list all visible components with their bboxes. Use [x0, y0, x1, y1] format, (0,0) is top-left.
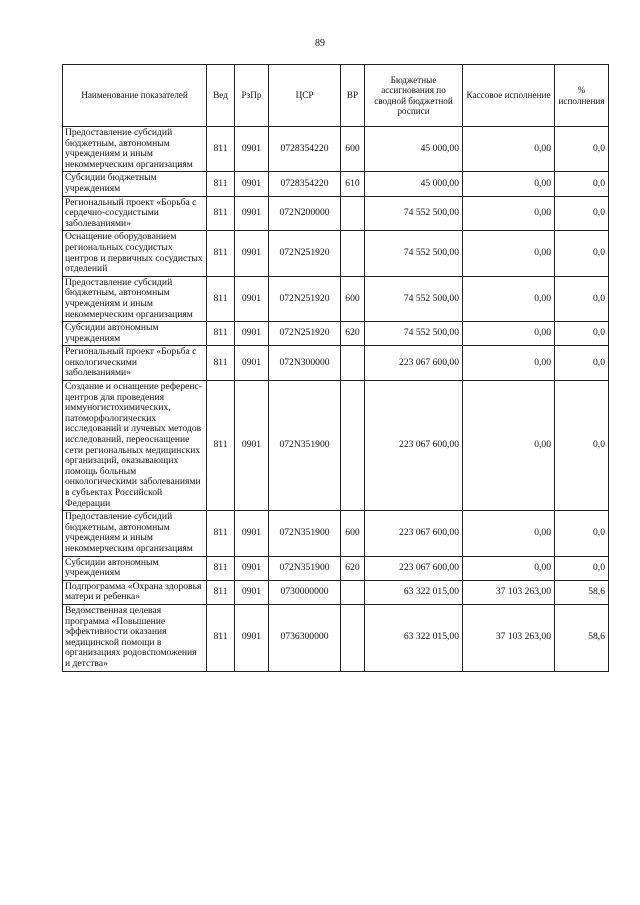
cell-vr: 620: [341, 322, 365, 346]
cell-cash: 0,00: [463, 196, 555, 231]
cell-pct: 58,6: [555, 604, 609, 671]
cell-csr: 072N351900: [269, 511, 341, 556]
cell-csr: 072N251920: [269, 231, 341, 276]
cell-cash: 0,00: [463, 556, 555, 580]
cell-budget: 223 067 600,00: [365, 346, 463, 381]
cell-name: Подпрограмма «Охрана здоровья матери и ребенка»: [63, 580, 207, 604]
cell-pct: 0,0: [555, 127, 609, 172]
cell-name: Субсидии автономным учреждениям: [63, 322, 207, 346]
cell-name: Региональный проект «Борьба с онкологическими заболеваниями»: [63, 346, 207, 381]
cell-vr: 600: [341, 276, 365, 321]
cell-vr: [341, 231, 365, 276]
cell-pct: 0,0: [555, 511, 609, 556]
cell-pct: 0,0: [555, 231, 609, 276]
cell-rzpr: 0901: [235, 231, 269, 276]
cell-vr: [341, 580, 365, 604]
cell-budget: 45 000,00: [365, 172, 463, 196]
table-row: [63, 172, 609, 196]
cell-name: Предоставление субсидий бюджетным, автономным учреждениям и иным некоммерческим организациям: [63, 511, 207, 556]
cell-cash: 37 103 263,00: [463, 604, 555, 671]
cell-vr: 620: [341, 556, 365, 580]
cell-rzpr: 0901: [235, 511, 269, 556]
cell-name: Предоставление субсидий бюджетным, автономным учреждениям и иным некоммерческим организациям: [63, 276, 207, 321]
cell-ved: 811: [207, 381, 235, 511]
cell-ved: 811: [207, 276, 235, 321]
cell-csr: 072N251920: [269, 276, 341, 321]
table-row: [63, 127, 609, 172]
cell-rzpr: 0901: [235, 381, 269, 511]
cell-csr: 072N351900: [269, 556, 341, 580]
table-row: [63, 511, 609, 556]
table-row: [63, 231, 609, 276]
cell-ved: 811: [207, 580, 235, 604]
cell-budget: 63 322 015,00: [365, 604, 463, 671]
cell-csr: 072N351900: [269, 381, 341, 511]
cell-budget: 45 000,00: [365, 127, 463, 172]
cell-vr: [341, 196, 365, 231]
cell-cash: 0,00: [463, 172, 555, 196]
cell-cash: 0,00: [463, 322, 555, 346]
cell-name: Субсидии бюджетным учреждениям: [63, 172, 207, 196]
cell-name: Субсидии автономным учреждениям: [63, 556, 207, 580]
cell-ved: 811: [207, 196, 235, 231]
header-name: Наименование показателей: [63, 65, 207, 127]
cell-csr: 0728354220: [269, 127, 341, 172]
table-row: [63, 322, 609, 346]
cell-budget: 63 322 015,00: [365, 580, 463, 604]
budget-table: [62, 64, 609, 672]
cell-vr: 600: [341, 511, 365, 556]
table-row: [63, 556, 609, 580]
cell-cash: 0,00: [463, 127, 555, 172]
cell-ved: 811: [207, 604, 235, 671]
header-rzpr: РзПр: [235, 65, 269, 127]
header-row: [63, 65, 609, 127]
cell-budget: 74 552 500,00: [365, 322, 463, 346]
cell-cash: 0,00: [463, 346, 555, 381]
table-row: [63, 381, 609, 511]
cell-budget: 74 552 500,00: [365, 231, 463, 276]
cell-ved: 811: [207, 511, 235, 556]
cell-name: Ведомственная целевая программа «Повышение эффективности оказания медицинской помощи в организациях родовспоможения и детства»: [63, 604, 207, 671]
cell-rzpr: 0901: [235, 196, 269, 231]
cell-rzpr: 0901: [235, 604, 269, 671]
table-row: [63, 346, 609, 381]
cell-cash: 0,00: [463, 276, 555, 321]
cell-pct: 0,0: [555, 381, 609, 511]
cell-rzpr: 0901: [235, 346, 269, 381]
table-row: [63, 604, 609, 671]
cell-pct: 0,0: [555, 196, 609, 231]
table-row: [63, 276, 609, 321]
cell-pct: 0,0: [555, 322, 609, 346]
cell-csr: 0736300000: [269, 604, 341, 671]
header-ved: Вед: [207, 65, 235, 127]
cell-ved: 811: [207, 556, 235, 580]
cell-name: Создание и оснащение референс-центров для проведения иммуногистохимических, патоморфологических исследований и лучевых методов исследований, переоснащение сети региональных медицинских организаций, оказывающих помощь больным онкологическими заболеваниями в субъектах Российской Федерации: [63, 381, 207, 511]
cell-budget: 74 552 500,00: [365, 276, 463, 321]
cell-budget: 74 552 500,00: [365, 196, 463, 231]
cell-rzpr: 0901: [235, 172, 269, 196]
cell-pct: 0,0: [555, 172, 609, 196]
cell-rzpr: 0901: [235, 276, 269, 321]
header-pct: % исполнения: [555, 65, 609, 127]
cell-vr: [341, 604, 365, 671]
cell-rzpr: 0901: [235, 580, 269, 604]
cell-pct: 0,0: [555, 556, 609, 580]
cell-vr: [341, 381, 365, 511]
cell-rzpr: 0901: [235, 127, 269, 172]
cell-vr: 610: [341, 172, 365, 196]
cell-name: Оснащение оборудованием региональных сосудистых центров и первичных сосудистых отделений: [63, 231, 207, 276]
cell-csr: 0728354220: [269, 172, 341, 196]
cell-ved: 811: [207, 172, 235, 196]
table-row: [63, 196, 609, 231]
cell-budget: 223 067 600,00: [365, 381, 463, 511]
cell-csr: 0730000000: [269, 580, 341, 604]
cell-ved: 811: [207, 346, 235, 381]
header-vr: ВР: [341, 65, 365, 127]
cell-cash: 37 103 263,00: [463, 580, 555, 604]
cell-name: Региональный проект «Борьба с сердечно-сосудистыми заболеваниями»: [63, 196, 207, 231]
cell-pct: 0,0: [555, 276, 609, 321]
cell-ved: 811: [207, 231, 235, 276]
cell-ved: 811: [207, 322, 235, 346]
cell-budget: 223 067 600,00: [365, 511, 463, 556]
table-row: [63, 580, 609, 604]
cell-csr: 072N300000: [269, 346, 341, 381]
cell-cash: 0,00: [463, 511, 555, 556]
cell-cash: 0,00: [463, 381, 555, 511]
cell-ved: 811: [207, 127, 235, 172]
cell-csr: 072N200000: [269, 196, 341, 231]
cell-budget: 223 067 600,00: [365, 556, 463, 580]
cell-pct: 0,0: [555, 346, 609, 381]
cell-rzpr: 0901: [235, 556, 269, 580]
cell-csr: 072N251920: [269, 322, 341, 346]
header-csr: ЦСР: [269, 65, 341, 127]
cell-vr: [341, 346, 365, 381]
cell-cash: 0,00: [463, 231, 555, 276]
cell-pct: 58,6: [555, 580, 609, 604]
cell-name: Предоставление субсидий бюджетным, автономным учреждениям и иным некоммерческим организациям: [63, 127, 207, 172]
header-budget: Бюджетные ассигнования по сводной бюджетной росписи: [365, 65, 463, 127]
header-cash: Кассовое исполнение: [463, 65, 555, 127]
page-number: 89: [315, 38, 325, 49]
cell-rzpr: 0901: [235, 322, 269, 346]
cell-vr: 600: [341, 127, 365, 172]
